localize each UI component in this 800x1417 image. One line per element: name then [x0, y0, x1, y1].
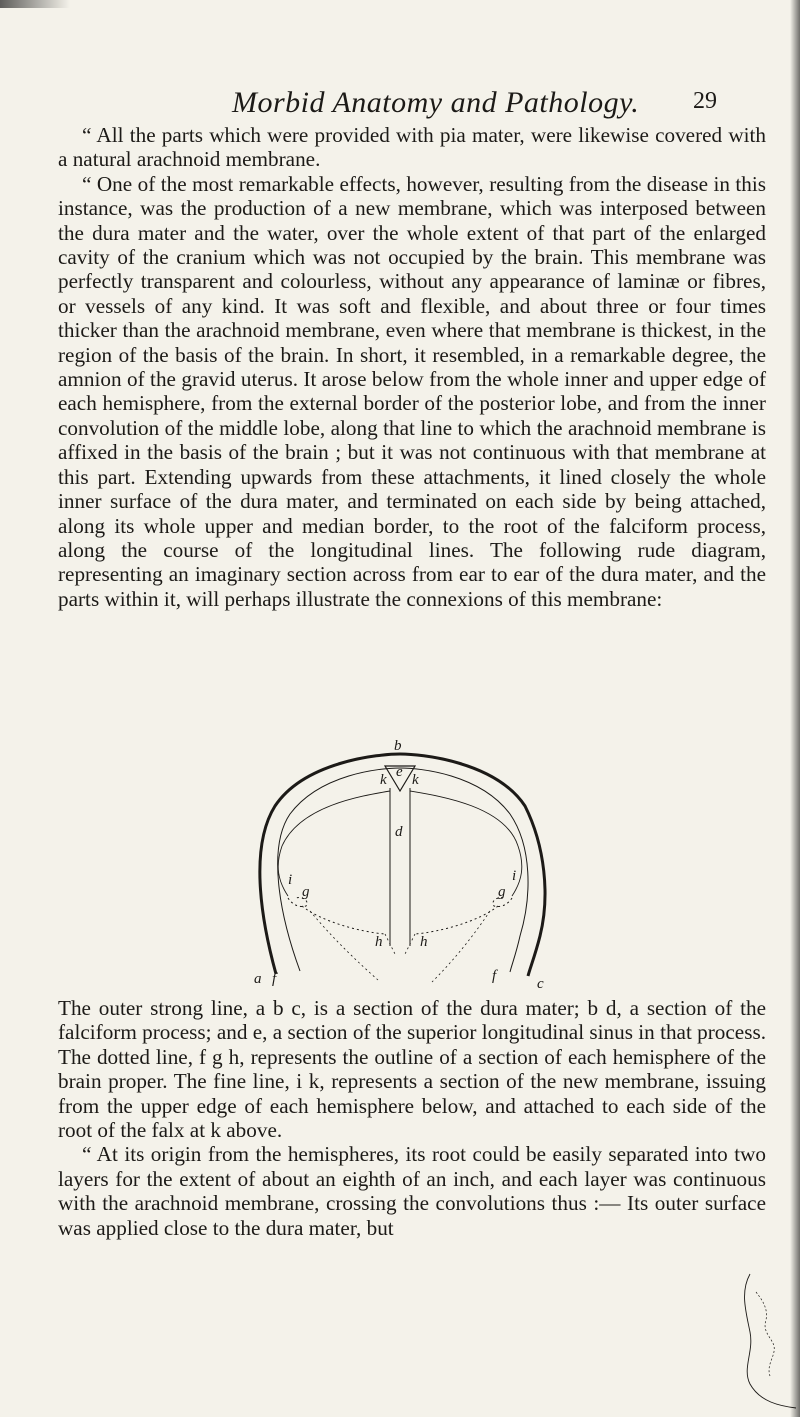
label-k-left: k	[380, 772, 387, 788]
label-c: c	[537, 976, 544, 992]
label-i-right: i	[512, 868, 517, 884]
label-f-right: f	[492, 968, 497, 984]
body-text-top	[58, 123, 766, 611]
new-membrane-left	[278, 791, 390, 896]
label-g-left: g	[302, 884, 310, 900]
label-f-left: f	[272, 971, 277, 987]
anatomical-diagram	[240, 736, 560, 992]
running-header	[0, 86, 800, 120]
label-h-right: h	[420, 934, 428, 950]
page-number: 29	[693, 88, 717, 114]
label-k-right: k	[412, 772, 419, 788]
page-edge-shadow	[790, 0, 800, 1417]
paragraph: “ One of the most remarkable effects, however, resulting from the disease in this instance, was the production of a new membrane, which was interposed between the dura mater and the water, over the whole extent of that part of the enlarged cavity of the cranium which was not occupied by the brain. This membrane was perfectly transparent and colourless, without any appearance of laminæ or fibres, or vessels of any kind. It was soft and flexible, and about three or four times thicker than the arachnoid membrane, even where that membrane is thickest, in the region of the basis of the brain. In short, it resembled, in a remarkable degree, the amnion of the gravid uterus. It arose below from the whole inner and upper edge of each hemisphere, from the external border of the posterior lobe, and from the inner convolution of the middle lobe, along that line to which the arachnoid membrane is affixed in the basis of the brain ; but it was not continuous with that membrane at this part. Extending upwards from these attachments, it lined closely the whole inner surface of the dura mater, and terminated on each side by being attached, along its whole upper and median border, to the root of the falciform process, along the course of the longitudinal lines. The following rude diagram, representing an imaginary section across from ear to ear of the dura mater, and the parts within it, will perhaps illustrate the connexions of this membrane:	[58, 171, 766, 611]
hemisphere-outline-right	[415, 898, 512, 934]
diagram-svg	[240, 736, 560, 992]
label-e: e	[396, 764, 403, 780]
label-b: b	[394, 738, 402, 754]
hemisphere-outline-left	[288, 898, 385, 934]
label-d: d	[395, 824, 403, 840]
label-i-left: i	[288, 872, 293, 888]
paragraph: The outer strong line, a b c, is a section of the dura mater; b d, a section of the falciform process; and e, a section of the superior longitudinal sinus in that process. The dotted line, f g h, represents the outline of a section of each hemisphere of the brain proper. The fine line, i k, represents a section of the new membrane, issuing from the upper edge of each hemisphere below, and attached to each side of the root of the falx at k above.	[58, 996, 766, 1143]
running-title: Morbid Anatomy and Pathology.	[232, 86, 640, 119]
new-membrane-right	[410, 791, 522, 896]
label-g-right: g	[498, 884, 506, 900]
paragraph: “ All the parts which were provided with pia mater, were likewise covered with a natural arachnoid membrane.	[58, 123, 766, 172]
label-a: a	[254, 971, 262, 987]
falciform-process	[390, 788, 410, 946]
paragraph: “ At its origin from the hemispheres, its root could be easily separated into two layers for the extent of about an eighth of an inch, and each layer was continuous with the arachnoid membrane, crossing the convolutions thus :— Its outer surface was applied close to the dura mater, but	[58, 1142, 766, 1240]
scan-artifact	[0, 0, 70, 8]
body-text-bottom	[58, 996, 766, 1240]
label-h-left: h	[375, 934, 383, 950]
